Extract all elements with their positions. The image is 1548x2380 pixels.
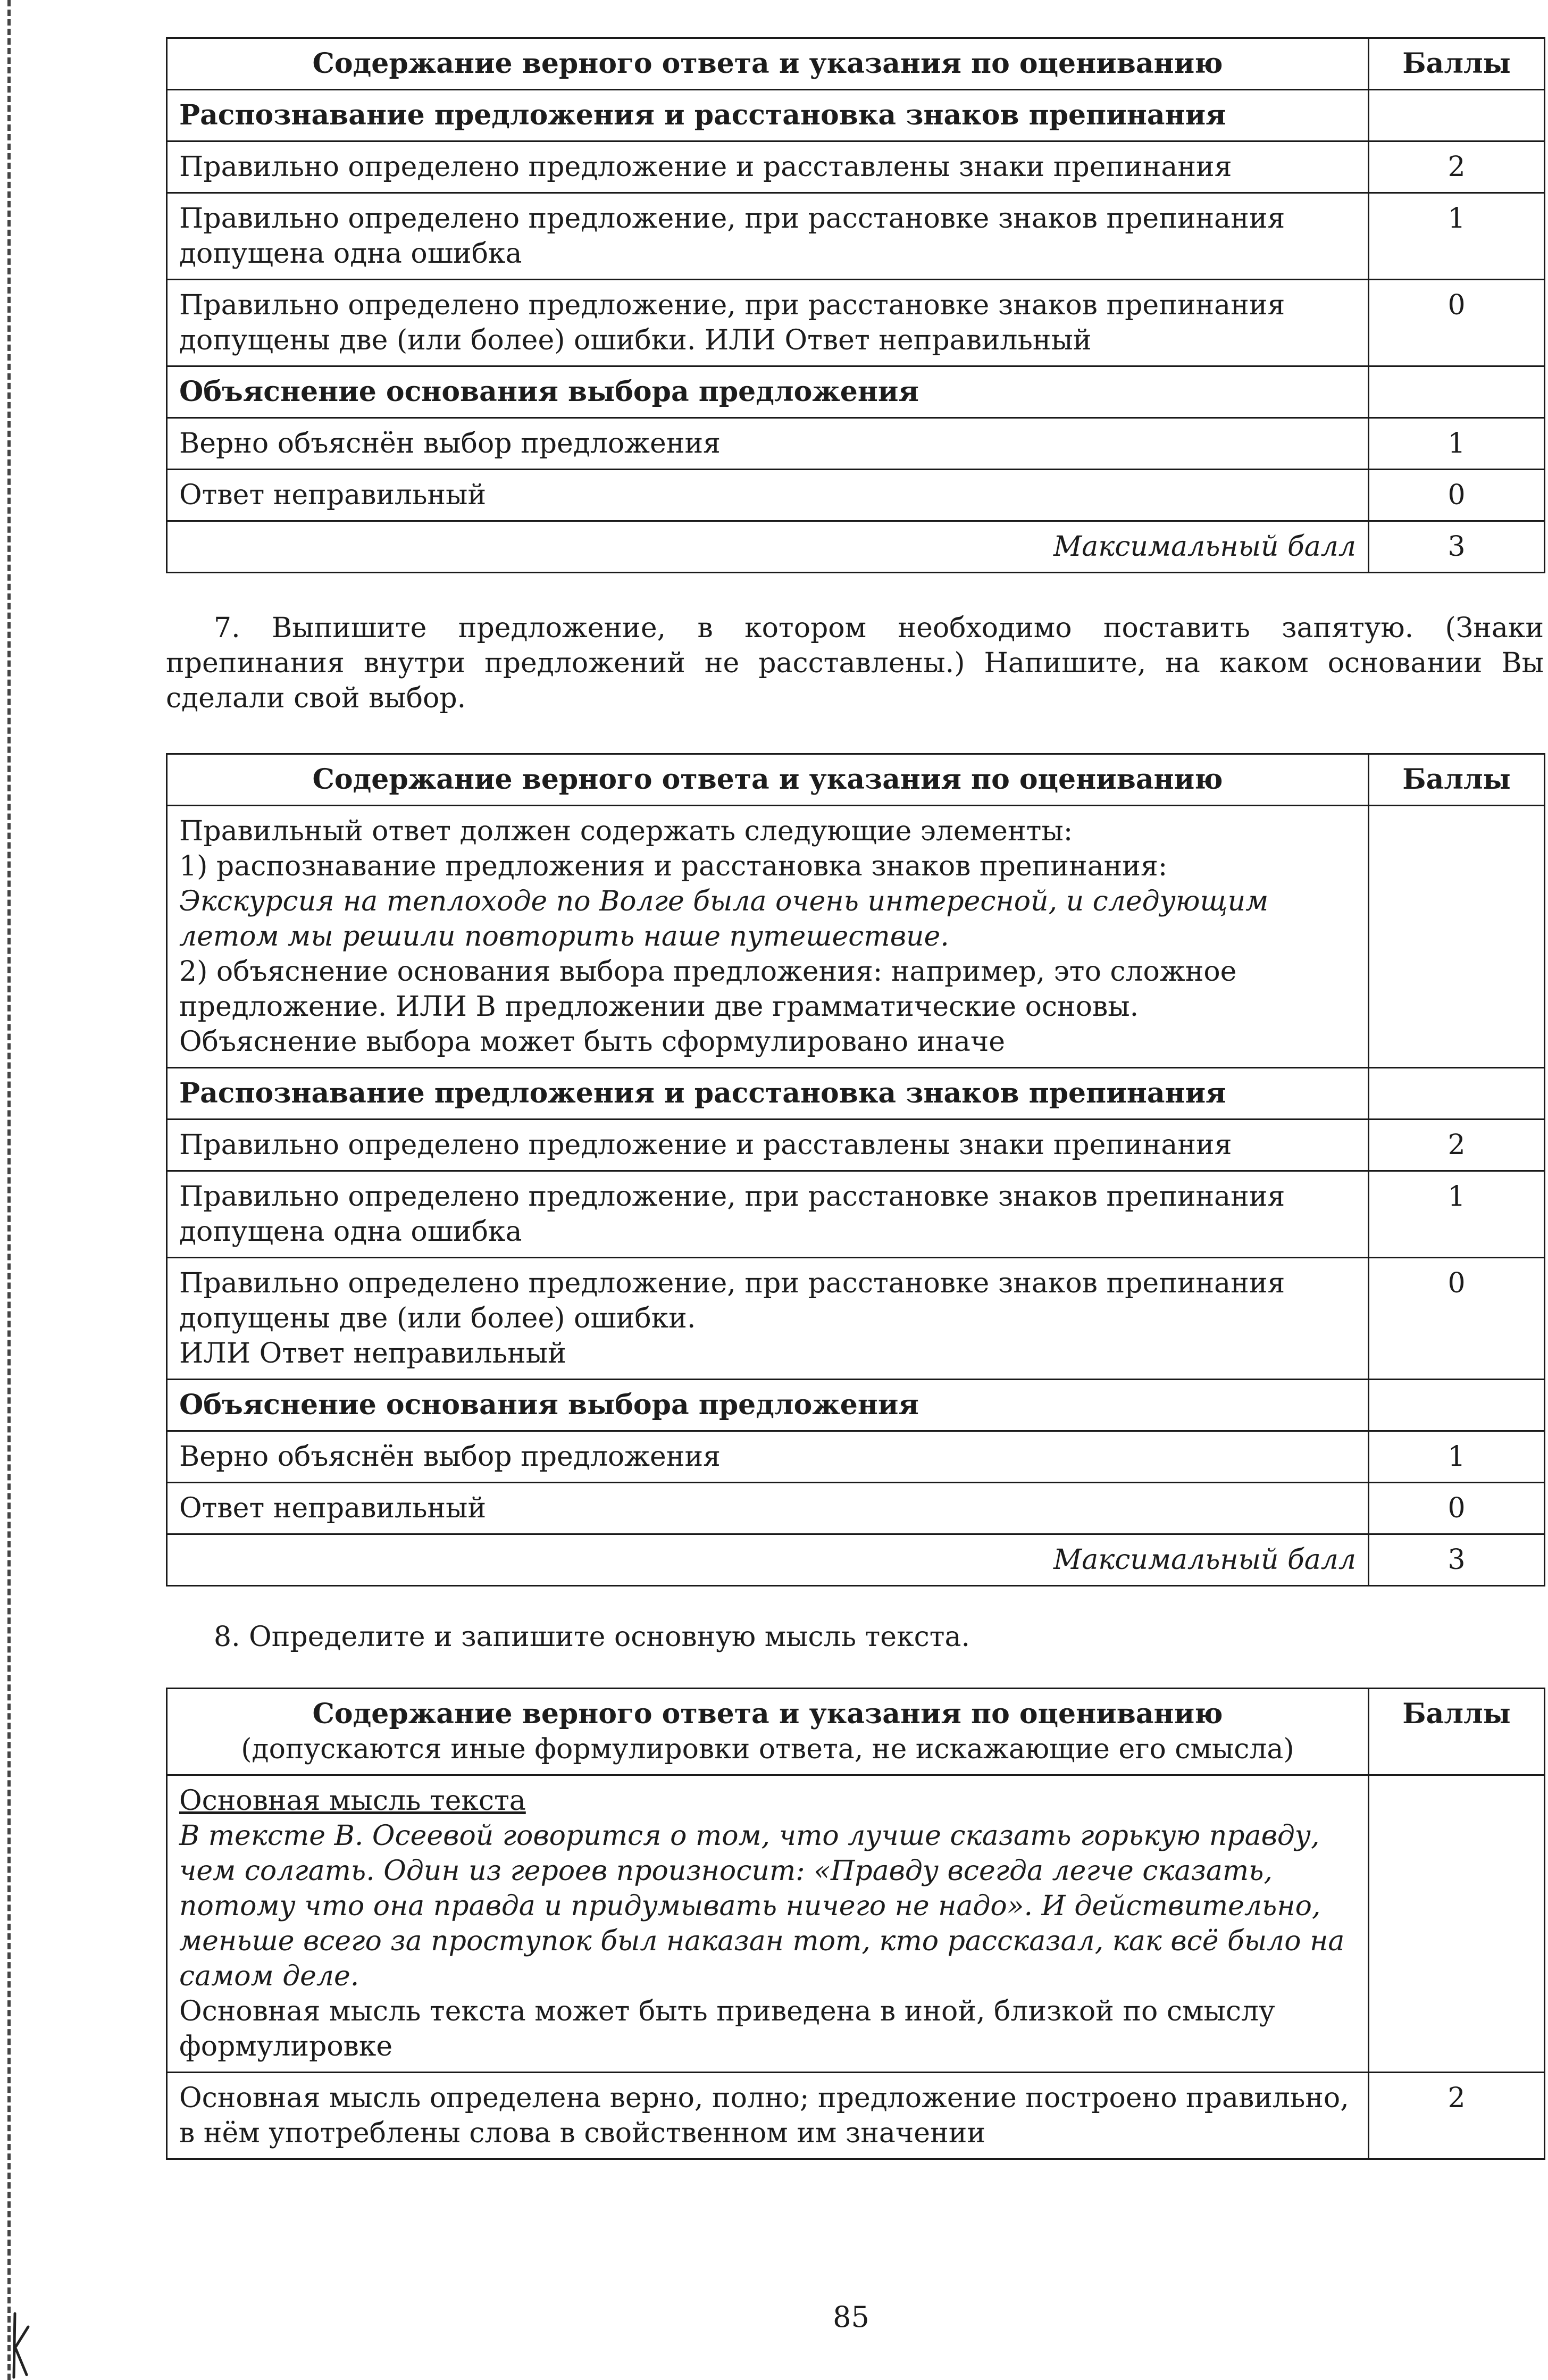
answer-title: Основная мысль текста	[179, 1785, 526, 1817]
header-content	[167, 1689, 1369, 1775]
answer-row	[167, 1775, 1545, 2073]
score-cell: 2	[1369, 141, 1545, 193]
header-title: Содержание верного ответа и указания по оцениванию	[312, 1698, 1223, 1730]
criterion-line: Правильно определено предложение, при расстановке знаков препинания допущены две (или более) ошибки.	[179, 1267, 1285, 1334]
section-title: Объяснение основания выбора предложения	[167, 1380, 1369, 1431]
table-row	[167, 193, 1545, 280]
answer-example: Экскурсия на теплоходе по Волге была очень интересной, и следующим летом мы решили повторить наше путешествие.	[179, 886, 1269, 953]
criterion-text: Правильно определено предложение и расставлены знаки препинания	[167, 1120, 1369, 1171]
criterion-line: ИЛИ Ответ неправильный	[179, 1338, 566, 1369]
criterion-text: Правильно определено предложение и расставлены знаки препинания	[167, 141, 1369, 193]
grading-table-3	[166, 1688, 1545, 2160]
table-header-row	[167, 754, 1545, 806]
page-number: 85	[833, 2300, 869, 2334]
max-score-value: 3	[1369, 1534, 1545, 1586]
header-score: Баллы	[1369, 38, 1545, 90]
table-row	[167, 1380, 1545, 1431]
grading-table-2	[166, 753, 1545, 1586]
header-score: Баллы	[1369, 1689, 1545, 1775]
criterion-text: Верно объяснён выбор предложения	[167, 1431, 1369, 1483]
table-row	[167, 1258, 1545, 1380]
answer-note: Объяснение выбора может быть сформулировано иначе	[179, 1026, 1006, 1058]
score-cell	[1369, 1775, 1545, 2073]
criterion-text: Основная мысль определена верно, полно; предложение построено правильно, в нём употреблены слова в свойственном им значении	[167, 2073, 1369, 2159]
max-score-row	[167, 1534, 1545, 1586]
score-cell: 2	[1369, 1120, 1545, 1171]
header-score: Баллы	[1369, 754, 1545, 806]
score-cell: 2	[1369, 2073, 1545, 2159]
table-row	[167, 2073, 1545, 2159]
table-row	[167, 280, 1545, 366]
header-content: Содержание верного ответа и указания по оцениванию	[167, 754, 1369, 806]
answer-row	[167, 806, 1545, 1068]
header-content: Содержание верного ответа и указания по оцениванию	[167, 38, 1369, 90]
score-cell: 0	[1369, 1258, 1545, 1380]
max-score-label: Максимальный балл	[167, 521, 1369, 573]
criterion-text: Правильно определено предложение, при расстановке знаков препинания допущена одна ошибка	[167, 1171, 1369, 1258]
task-7-text: 7. Выпишите предложение, в котором необходимо поставить запятую. (Знаки препинания внутри предложений не расставлены.) Напишите, на каком основании Вы сделали свой выбор.	[166, 612, 1544, 714]
score-cell: 0	[1369, 1483, 1545, 1534]
table-row	[167, 141, 1545, 193]
score-cell	[1369, 90, 1545, 141]
section-title: Объяснение основания выбора предложения	[167, 366, 1369, 418]
section-title: Распознавание предложения и расстановка знаков препинания	[167, 1068, 1369, 1120]
table-row	[167, 90, 1545, 141]
task-8-text: 8. Определите и запишите основную мысль текста.	[214, 1621, 970, 1653]
section-title: Распознавание предложения и расстановка знаков препинания	[167, 90, 1369, 141]
table-header-row	[167, 38, 1545, 90]
criterion-text: Ответ неправильный	[167, 470, 1369, 521]
score-cell	[1369, 366, 1545, 418]
score-cell: 0	[1369, 280, 1545, 366]
answer-intro: Правильный ответ должен содержать следующие элементы:	[179, 815, 1073, 847]
score-cell	[1369, 1068, 1545, 1120]
criterion-text	[167, 1258, 1369, 1380]
header-note: (допускаются иные формулировки ответа, не искажающие его смысла)	[241, 1733, 1294, 1765]
score-cell: 1	[1369, 418, 1545, 470]
cut-line	[7, 0, 11, 2380]
score-cell: 1	[1369, 1431, 1545, 1483]
max-score-row	[167, 521, 1545, 573]
table-row	[167, 1171, 1545, 1258]
table-row	[167, 366, 1545, 418]
score-cell	[1369, 806, 1545, 1068]
score-cell: 0	[1369, 470, 1545, 521]
criterion-text: Верно объяснён выбор предложения	[167, 418, 1369, 470]
table-header-row	[167, 1689, 1545, 1775]
max-score-value: 3	[1369, 521, 1545, 573]
answer-point-1: 1) распознавание предложения и расстановка знаков препинания:	[179, 850, 1168, 882]
answer-note: Основная мысль текста может быть приведена в иной, близкой по смыслу формулировке	[179, 1995, 1275, 2062]
table-row	[167, 1068, 1545, 1120]
table-row	[167, 1483, 1545, 1534]
table-row	[167, 1120, 1545, 1171]
criterion-text: Правильно определено предложение, при расстановке знаков препинания допущена одна ошибка	[167, 193, 1369, 280]
answer-point-2: 2) объяснение основания выбора предложения: например, это сложное предложение. ИЛИ В предложении две грамматические основы.	[179, 956, 1237, 1023]
answer-cell	[167, 1775, 1369, 2073]
criterion-text: Ответ неправильный	[167, 1483, 1369, 1534]
score-cell: 1	[1369, 193, 1545, 280]
criterion-text: Правильно определено предложение, при расстановке знаков препинания допущены две (или более) ошибки. ИЛИ Ответ неправильный	[167, 280, 1369, 366]
max-score-label: Максимальный балл	[167, 1534, 1369, 1586]
grading-table-1	[166, 37, 1545, 573]
answer-body: В тексте В. Осеевой говорится о том, что лучше сказать горькую правду, чем солгать. Один из героев произносит: «Правду всегда легче сказать, потому что она правда и придумывать ничего не надо». И действительно, меньше всего за проступок был наказан тот, кто рассказал, как всё было на самом деле.	[179, 1820, 1345, 1992]
table-row	[167, 418, 1545, 470]
answer-cell	[167, 806, 1369, 1068]
table-row	[167, 1431, 1545, 1483]
table-row	[167, 470, 1545, 521]
page-content	[166, 37, 1544, 2160]
score-cell	[1369, 1380, 1545, 1431]
score-cell: 1	[1369, 1171, 1545, 1258]
